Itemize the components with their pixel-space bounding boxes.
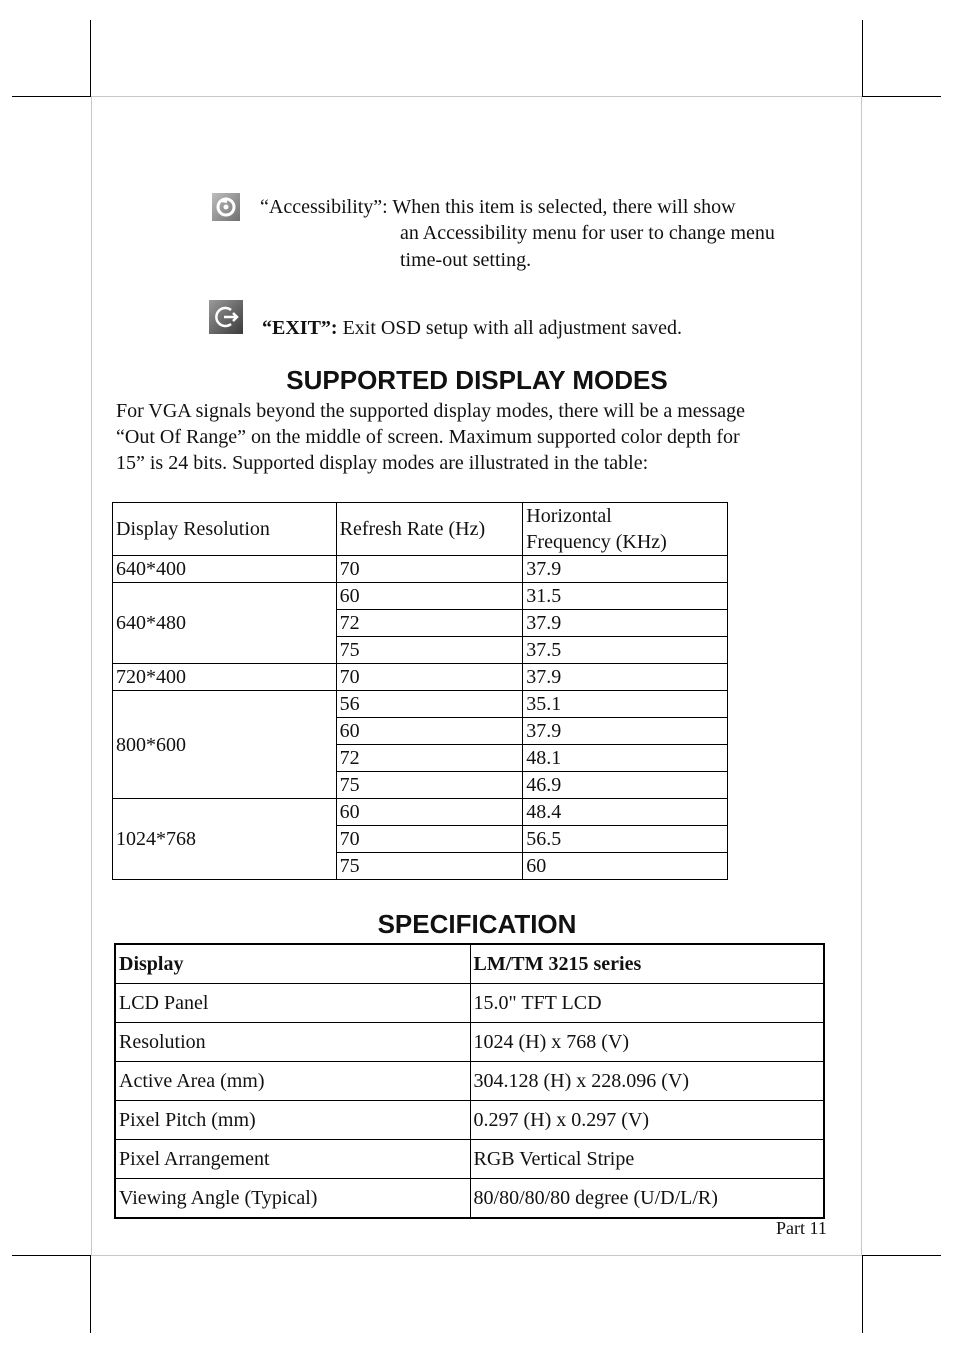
spec-row	[115, 1179, 824, 1219]
table-row	[113, 691, 728, 718]
spec-value: 0.297 (H) x 0.297 (V)	[470, 1101, 824, 1140]
refresh-rate-cell: 60	[336, 718, 523, 745]
header-refresh-rate: Refresh Rate (Hz)	[336, 503, 523, 556]
page-number: Part 11	[776, 1218, 827, 1238]
refresh-rate-cell: 72	[336, 610, 523, 637]
spec-row	[115, 1023, 824, 1062]
modes-paragraph-line3: 15” is 24 bits. Supported display modes are illustrated in the table:	[116, 452, 649, 474]
header-horizontal-frequency	[523, 503, 728, 556]
spec-label: Active Area (mm)	[115, 1062, 470, 1101]
header-horizontal-frequency-line2: Frequency (KHz)	[526, 531, 667, 553]
exit-icon	[209, 300, 243, 334]
table-row	[113, 664, 728, 691]
accessibility-description-line2: an Accessibility menu for user to change menu	[400, 222, 775, 244]
refresh-rate-cell: 75	[336, 772, 523, 799]
refresh-rate-cell: 70	[336, 556, 523, 583]
specification-heading: SPECIFICATION	[377, 909, 577, 939]
spec-header-value: LM/TM 3215 series	[470, 944, 824, 984]
modes-heading: SUPPORTED DISPLAY MODES	[286, 365, 668, 395]
spec-row	[115, 1062, 824, 1101]
spec-label: LCD Panel	[115, 984, 470, 1023]
accessibility-description: “Accessibility”: When this item is selected, there will show	[260, 196, 736, 218]
exit-label: “EXIT”:	[262, 317, 338, 339]
spec-row	[115, 1101, 824, 1140]
refresh-rate-cell: 75	[336, 637, 523, 664]
spec-value: 80/80/80/80 degree (U/D/L/R)	[470, 1179, 824, 1219]
spec-label: Pixel Arrangement	[115, 1140, 470, 1179]
page-frame	[861, 97, 862, 1255]
crop-mark	[12, 1255, 91, 1256]
frequency-cell: 46.9	[523, 772, 728, 799]
page-frame	[91, 96, 862, 97]
crop-mark	[12, 96, 91, 97]
crop-mark	[90, 1255, 91, 1333]
spec-row	[115, 984, 824, 1023]
frequency-cell: 56.5	[523, 826, 728, 853]
table-row	[113, 556, 728, 583]
frequency-cell: 48.1	[523, 745, 728, 772]
accessibility-icon	[212, 193, 238, 219]
resolution-cell: 1024*768	[113, 799, 337, 880]
spec-value: 304.128 (H) x 228.096 (V)	[470, 1062, 824, 1101]
resolution-cell: 800*600	[113, 691, 337, 799]
resolution-cell: 720*400	[113, 664, 337, 691]
crop-mark	[862, 20, 863, 97]
exit-description	[262, 315, 682, 341]
spec-label: Pixel Pitch (mm)	[115, 1101, 470, 1140]
header-resolution: Display Resolution	[113, 503, 337, 556]
refresh-rate-cell: 75	[336, 853, 523, 880]
refresh-rate-cell: 60	[336, 583, 523, 610]
frequency-cell: 35.1	[523, 691, 728, 718]
crop-mark	[862, 1255, 941, 1256]
frequency-cell: 37.9	[523, 610, 728, 637]
frequency-cell: 37.9	[523, 718, 728, 745]
refresh-rate-cell: 56	[336, 691, 523, 718]
spec-value: 15.0" TFT LCD	[470, 984, 824, 1023]
modes-paragraph-line1: For VGA signals beyond the supported display modes, there will be a message	[116, 400, 745, 422]
refresh-rate-cell: 70	[336, 664, 523, 691]
refresh-rate-cell: 72	[336, 745, 523, 772]
frequency-cell: 37.9	[523, 556, 728, 583]
modes-paragraph-line2: “Out Of Range” on the middle of screen. Maximum supported color depth for	[116, 426, 740, 448]
display-modes-table	[112, 502, 728, 880]
header-horizontal-frequency-line1: Horizontal	[526, 505, 612, 527]
crop-mark	[862, 96, 941, 97]
spec-label: Resolution	[115, 1023, 470, 1062]
spec-header-label: Display	[115, 944, 470, 984]
page-frame	[91, 97, 92, 1255]
spec-row	[115, 1140, 824, 1179]
table-row	[113, 799, 728, 826]
frequency-cell: 37.9	[523, 664, 728, 691]
table-header-row	[113, 503, 728, 556]
resolution-cell: 640*480	[113, 583, 337, 664]
frequency-cell: 37.5	[523, 637, 728, 664]
crop-mark	[90, 20, 91, 97]
spec-value: RGB Vertical Stripe	[470, 1140, 824, 1179]
specification-table	[114, 943, 825, 1219]
spec-value: 1024 (H) x 768 (V)	[470, 1023, 824, 1062]
resolution-cell: 640*400	[113, 556, 337, 583]
refresh-rate-cell: 70	[336, 826, 523, 853]
table-row	[113, 583, 728, 610]
page-frame	[91, 1255, 862, 1256]
refresh-rate-cell: 60	[336, 799, 523, 826]
spec-label: Viewing Angle (Typical)	[115, 1179, 470, 1219]
frequency-cell: 48.4	[523, 799, 728, 826]
accessibility-description-line3: time-out setting.	[400, 249, 532, 271]
frequency-cell: 60	[523, 853, 728, 880]
exit-text: Exit OSD setup with all adjustment saved.	[337, 317, 682, 339]
crop-mark	[862, 1255, 863, 1333]
spec-header-row	[115, 944, 824, 984]
frequency-cell: 31.5	[523, 583, 728, 610]
